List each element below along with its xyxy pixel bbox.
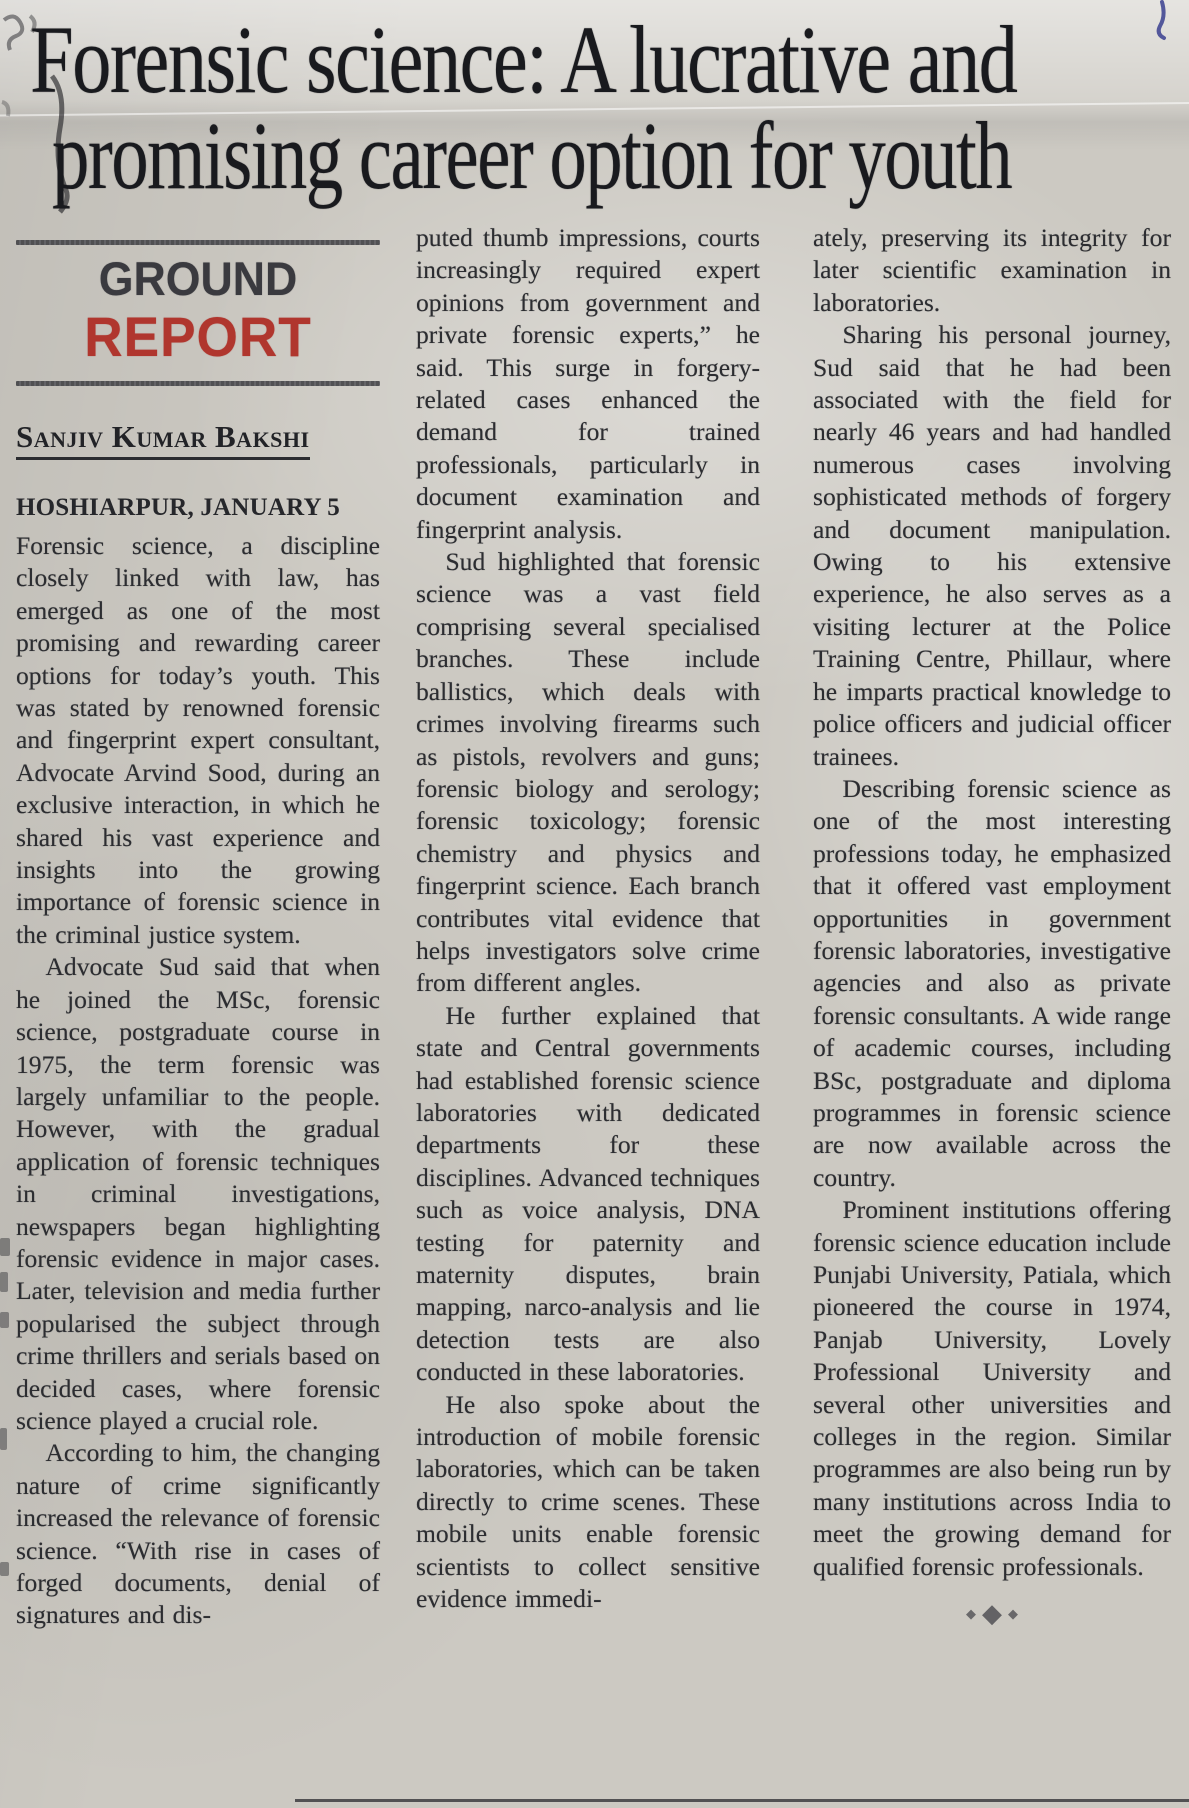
end-diamond-icon: ◆ [1008, 1606, 1018, 1622]
kicker-rule-bottom [16, 381, 380, 386]
article-paragraph: He further explained that state and Central governments had established forensic science laboratories with dedicated departments for these disciplines. Advanced techniques such as voice analysis, DNA testing for paternity and maternity disputes, brain mapping, narco-analysis and lie detection tests are also conducted in these laboratories. [416, 1000, 760, 1387]
headline-line-2: promising career option for youth [52, 102, 1012, 209]
article-headline [30, 6, 1185, 209]
column-left [16, 240, 380, 1632]
column-middle [416, 222, 760, 1615]
edge-smudge [0, 1312, 9, 1328]
kicker-rule-top [16, 240, 380, 245]
article-paragraph: Sud highlighted that forensic science was a vast field comprising several specialised branches. These include ballistics, which deals with crimes involving firearms such as pistols, revolvers and guns; forensic biology and serology; forensic toxicology; forensic chemistry and physics and fingerprint science. Each branch contributes vital evidence that helps investigators solve crime from different angles. [416, 547, 760, 998]
article-paragraph: Advocate Sud said that when he joined the MSc, forensic science, postgraduate course in 1975, the term forensic was largely unfamiliar to the people. However, with the gradual application of forensic techniques in criminal investigations, newspapers began highlighting forensic evidence in major cases. Later, television and media further popularised the subject through crime thrillers and serials based on decided cases, where forensic science played a crucial role. [16, 952, 380, 1435]
article-paragraph: Sharing his personal journey, Sud said that he had been associated with the field for nearly 46 years and had handled numerous cases involving sophisticated methods of forgery and document manipulation. Owing to his extensive experience, he also serves as a visiting lecturer at the Police Training Centre, Phillaur, where he imparts practical knowledge to police officers and judicial officer trainees. [813, 320, 1171, 771]
edge-smudge [0, 1238, 10, 1256]
edge-smudge [0, 1428, 7, 1450]
headline-line-1: Forensic science: A lucrative and [30, 6, 1017, 113]
kicker-badge [16, 240, 380, 386]
article-paragraph: According to him, the changing nature of crime significantly increased the relevance of forensic science. “With rise in cases of forged documents, denial of signatures and dis- [16, 1438, 380, 1630]
kicker-ground-label: GROUND [98, 252, 298, 305]
byline: Sanjiv Kumar Bakshi [16, 420, 310, 460]
kicker-report-label: REPORT [84, 305, 312, 368]
article-paragraph: puted thumb impressions, courts increasingly required expert opinions from government and private forensic experts,” he said. This surge in forgery-related cases enhanced the demand for trained professionals, particularly in document examination and fingerprint analysis. [416, 223, 760, 544]
article-paragraph: ately, preserving its integrity for later scientific examination in laboratories. [813, 223, 1171, 317]
article-paragraph: Prominent institutions offering forensic science education include Punjabi University, Patiala, which pioneered the course in 1974, Panjab University, Lovely Professional University and several other universities and colleges in the region. Similar programmes are also being run by many institutions across India to meet the growing demand for qualified forensic professionals. [813, 1195, 1171, 1581]
dateline: HOSHIARPUR, JANUARY 5 [16, 494, 340, 521]
end-diamond-icon: ◆ [966, 1606, 976, 1622]
edge-smudge [0, 1272, 8, 1292]
end-diamond-icon: ◆ [982, 1599, 1002, 1629]
bottom-rule [295, 1799, 1189, 1802]
article-paragraph: Forensic science, a discipline closely linked with law, has emerged as one of the most promising and rewarding career options for today’s youth. This was stated by renowned forensic and fingerprint expert consultant, Advocate Arvind Sood, during an exclusive interaction, in which he shared his vast experience and insights into the growing importance of forensic science in the criminal justice system. [16, 531, 380, 949]
article-end-mark [813, 1599, 1171, 1629]
column-right [813, 222, 1171, 1629]
article-paragraph: Describing forensic science as one of the most interesting professions today, he emphasized that it offered vast employment opportunities in government forensic laboratories, investigative agencies and also as private forensic consultants. A wide range of academic courses, including BSc, postgraduate and diploma programmes in forensic science are now available across the country. [813, 773, 1171, 1192]
edge-smudge [0, 1562, 9, 1576]
article-paragraph: He also spoke about the introduction of mobile forensic laboratories, which can be taken directly to crime scenes. These mobile units enable forensic scientists to collect sensitive evidence immedi- [416, 1389, 760, 1614]
